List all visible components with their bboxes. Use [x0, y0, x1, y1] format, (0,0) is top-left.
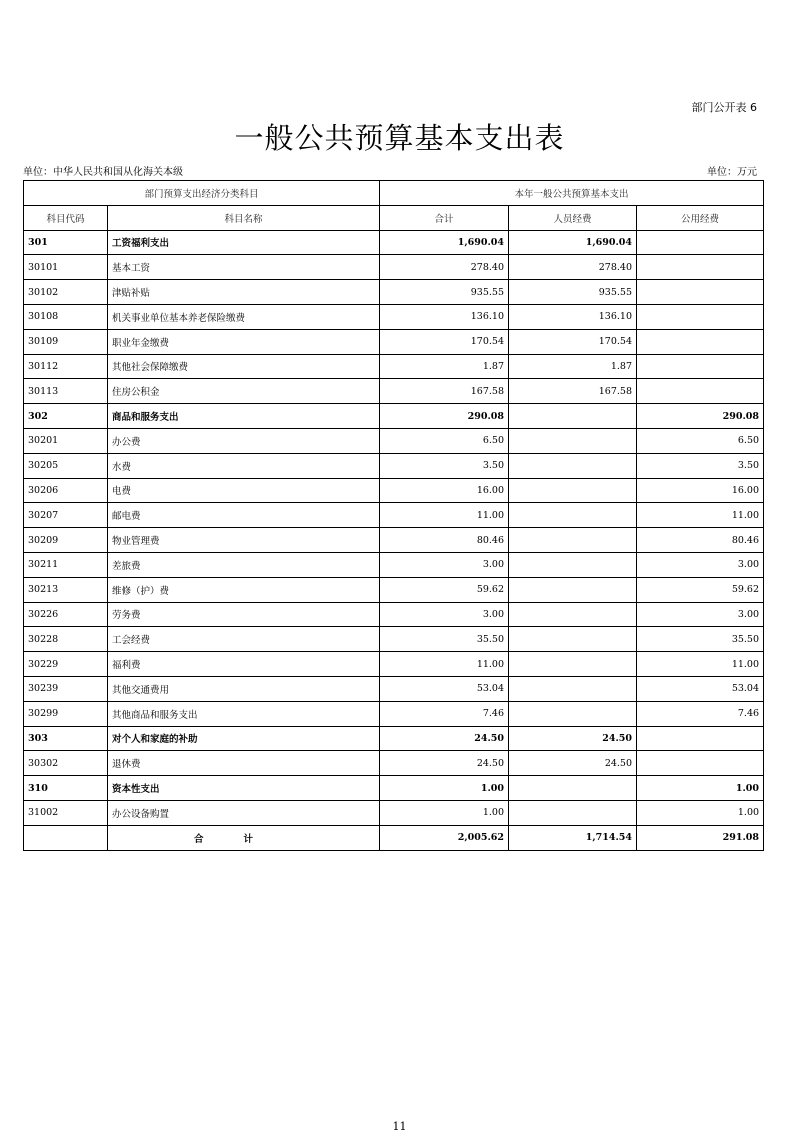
row-name-cell: 退休费	[108, 751, 380, 776]
row-personnel-cell	[509, 577, 637, 602]
row-code-cell: 301	[24, 230, 108, 255]
row-name-cell: 商品和服务支出	[108, 404, 380, 429]
row-personnel-cell	[509, 627, 637, 652]
row-total-cell: 136.10	[380, 304, 509, 329]
row-total-cell: 7.46	[380, 701, 509, 726]
row-code-cell: 30228	[24, 627, 108, 652]
row-code-cell: 310	[24, 776, 108, 801]
total-cell: 2,005.62	[380, 825, 509, 850]
row-code-cell: 30201	[24, 428, 108, 453]
row-code-cell: 303	[24, 726, 108, 751]
row-total-cell: 24.50	[380, 726, 509, 751]
total-row	[24, 825, 764, 850]
row-public-cell	[637, 230, 764, 255]
row-total-cell: 16.00	[380, 478, 509, 503]
row-personnel-cell: 278.40	[509, 255, 637, 280]
table-row	[24, 478, 764, 503]
row-code-cell: 30226	[24, 602, 108, 627]
row-code-cell: 30211	[24, 552, 108, 577]
row-personnel-cell	[509, 552, 637, 577]
row-name-cell: 办公设备购置	[108, 800, 380, 825]
row-code-cell: 30109	[24, 329, 108, 354]
row-name-cell: 其他商品和服务支出	[108, 701, 380, 726]
row-name-cell: 维修（护）费	[108, 577, 380, 602]
table-body	[24, 230, 764, 825]
row-total-cell: 35.50	[380, 627, 509, 652]
row-code-cell: 30299	[24, 701, 108, 726]
row-total-cell: 59.62	[380, 577, 509, 602]
table-row	[24, 726, 764, 751]
row-code-cell: 30229	[24, 652, 108, 677]
row-public-cell	[637, 329, 764, 354]
row-total-cell: 167.58	[380, 379, 509, 404]
row-code-cell: 30205	[24, 453, 108, 478]
row-code-cell: 30112	[24, 354, 108, 379]
row-total-cell: 11.00	[380, 503, 509, 528]
row-public-cell: 1.00	[637, 776, 764, 801]
row-total-cell: 3.00	[380, 552, 509, 577]
total-code-cell	[24, 825, 108, 850]
row-total-cell: 3.50	[380, 453, 509, 478]
row-total-cell: 24.50	[380, 751, 509, 776]
row-personnel-cell: 167.58	[509, 379, 637, 404]
currency-unit-label: 单位：万元	[707, 167, 757, 178]
table-group-header-row	[24, 181, 764, 206]
row-code-cell: 302	[24, 404, 108, 429]
row-personnel-cell	[509, 652, 637, 677]
row-code-cell: 30102	[24, 280, 108, 305]
row-public-cell: 7.46	[637, 701, 764, 726]
table-row	[24, 652, 764, 677]
row-total-cell: 935.55	[380, 280, 509, 305]
row-name-cell: 其他交通费用	[108, 676, 380, 701]
row-name-cell: 劳务费	[108, 602, 380, 627]
row-personnel-cell	[509, 776, 637, 801]
row-public-cell	[637, 726, 764, 751]
row-name-cell: 对个人和家庭的补助	[108, 726, 380, 751]
row-personnel-cell	[509, 676, 637, 701]
row-code-cell: 30302	[24, 751, 108, 776]
row-personnel-cell: 24.50	[509, 751, 637, 776]
table-row	[24, 503, 764, 528]
table-row	[24, 800, 764, 825]
budget-table	[23, 180, 764, 851]
row-code-cell: 30108	[24, 304, 108, 329]
row-personnel-cell	[509, 701, 637, 726]
table-row	[24, 304, 764, 329]
row-total-cell: 53.04	[380, 676, 509, 701]
row-name-cell: 办公费	[108, 428, 380, 453]
row-public-cell: 16.00	[637, 478, 764, 503]
row-code-cell: 30213	[24, 577, 108, 602]
row-personnel-cell	[509, 800, 637, 825]
row-public-cell	[637, 751, 764, 776]
row-total-cell: 6.50	[380, 428, 509, 453]
row-code-cell: 30113	[24, 379, 108, 404]
row-total-cell: 1.87	[380, 354, 509, 379]
table-row	[24, 528, 764, 553]
row-personnel-cell	[509, 602, 637, 627]
row-personnel-cell: 24.50	[509, 726, 637, 751]
row-personnel-cell: 1,690.04	[509, 230, 637, 255]
row-name-cell: 水费	[108, 453, 380, 478]
table-row	[24, 776, 764, 801]
row-total-cell: 1.00	[380, 776, 509, 801]
group-header-expenditure: 本年一般公共预算基本支出	[380, 181, 764, 206]
row-name-cell: 职业年金缴费	[108, 329, 380, 354]
row-code-cell: 30239	[24, 676, 108, 701]
table-row	[24, 329, 764, 354]
row-personnel-cell: 1.87	[509, 354, 637, 379]
row-personnel-cell	[509, 528, 637, 553]
row-public-cell: 3.00	[637, 552, 764, 577]
column-header-public: 公用经费	[637, 205, 764, 230]
row-public-cell: 80.46	[637, 528, 764, 553]
row-public-cell: 53.04	[637, 676, 764, 701]
row-public-cell: 6.50	[637, 428, 764, 453]
row-name-cell: 住房公积金	[108, 379, 380, 404]
row-personnel-cell	[509, 428, 637, 453]
organization-unit-label: 单位：中华人民共和国从化海关本级	[23, 167, 183, 178]
table-row	[24, 552, 764, 577]
row-name-cell: 物业管理费	[108, 528, 380, 553]
page-number: 11	[392, 1120, 407, 1133]
row-name-cell: 差旅费	[108, 552, 380, 577]
row-code-cell: 30209	[24, 528, 108, 553]
row-code-cell: 30206	[24, 478, 108, 503]
row-public-cell	[637, 379, 764, 404]
table-row	[24, 428, 764, 453]
row-name-cell: 邮电费	[108, 503, 380, 528]
table-row	[24, 230, 764, 255]
row-public-cell	[637, 255, 764, 280]
row-total-cell: 1,690.04	[380, 230, 509, 255]
row-personnel-cell	[509, 404, 637, 429]
total-public-cell: 291.08	[637, 825, 764, 850]
row-public-cell: 1.00	[637, 800, 764, 825]
row-total-cell: 80.46	[380, 528, 509, 553]
row-total-cell: 1.00	[380, 800, 509, 825]
page-title: 一般公共预算基本支出表	[234, 121, 565, 155]
row-personnel-cell	[509, 503, 637, 528]
table-row	[24, 627, 764, 652]
row-public-cell: 11.00	[637, 652, 764, 677]
table-row	[24, 255, 764, 280]
table-row	[24, 602, 764, 627]
table-row	[24, 577, 764, 602]
row-name-cell: 机关事业单位基本养老保险缴费	[108, 304, 380, 329]
column-header-total: 合计	[380, 205, 509, 230]
row-personnel-cell: 136.10	[509, 304, 637, 329]
row-personnel-cell: 170.54	[509, 329, 637, 354]
row-public-cell: 59.62	[637, 577, 764, 602]
total-label-cell	[108, 825, 380, 850]
row-name-cell: 工资福利支出	[108, 230, 380, 255]
total-personnel-cell: 1,714.54	[509, 825, 637, 850]
row-public-cell: 3.50	[637, 453, 764, 478]
column-header-name: 科目名称	[108, 205, 380, 230]
row-public-cell	[637, 280, 764, 305]
row-name-cell: 基本工资	[108, 255, 380, 280]
table-number-label: 部门公开表 6	[691, 101, 757, 114]
row-name-cell: 福利费	[108, 652, 380, 677]
row-name-cell: 津贴补贴	[108, 280, 380, 305]
table-row	[24, 404, 764, 429]
row-personnel-cell	[509, 453, 637, 478]
row-code-cell: 30207	[24, 503, 108, 528]
row-public-cell: 35.50	[637, 627, 764, 652]
row-total-cell: 11.00	[380, 652, 509, 677]
row-public-cell: 290.08	[637, 404, 764, 429]
table-row	[24, 751, 764, 776]
row-total-cell: 278.40	[380, 255, 509, 280]
table-row	[24, 354, 764, 379]
row-personnel-cell	[509, 478, 637, 503]
table-row	[24, 280, 764, 305]
row-total-cell: 170.54	[380, 329, 509, 354]
row-name-cell: 电费	[108, 478, 380, 503]
row-total-cell: 290.08	[380, 404, 509, 429]
total-label: 合计	[194, 833, 294, 845]
row-public-cell: 11.00	[637, 503, 764, 528]
group-header-classification: 部门预算支出经济分类科目	[24, 181, 380, 206]
row-public-cell	[637, 354, 764, 379]
row-name-cell: 其他社会保障缴费	[108, 354, 380, 379]
table-row	[24, 701, 764, 726]
table-column-header-row	[24, 205, 764, 230]
column-header-personnel: 人员经费	[509, 205, 637, 230]
table-row	[24, 379, 764, 404]
table-row	[24, 453, 764, 478]
row-code-cell: 31002	[24, 800, 108, 825]
row-total-cell: 3.00	[380, 602, 509, 627]
row-public-cell: 3.00	[637, 602, 764, 627]
row-public-cell	[637, 304, 764, 329]
table-row	[24, 676, 764, 701]
row-name-cell: 资本性支出	[108, 776, 380, 801]
row-code-cell: 30101	[24, 255, 108, 280]
row-personnel-cell: 935.55	[509, 280, 637, 305]
column-header-code: 科目代码	[24, 205, 108, 230]
row-name-cell: 工会经费	[108, 627, 380, 652]
